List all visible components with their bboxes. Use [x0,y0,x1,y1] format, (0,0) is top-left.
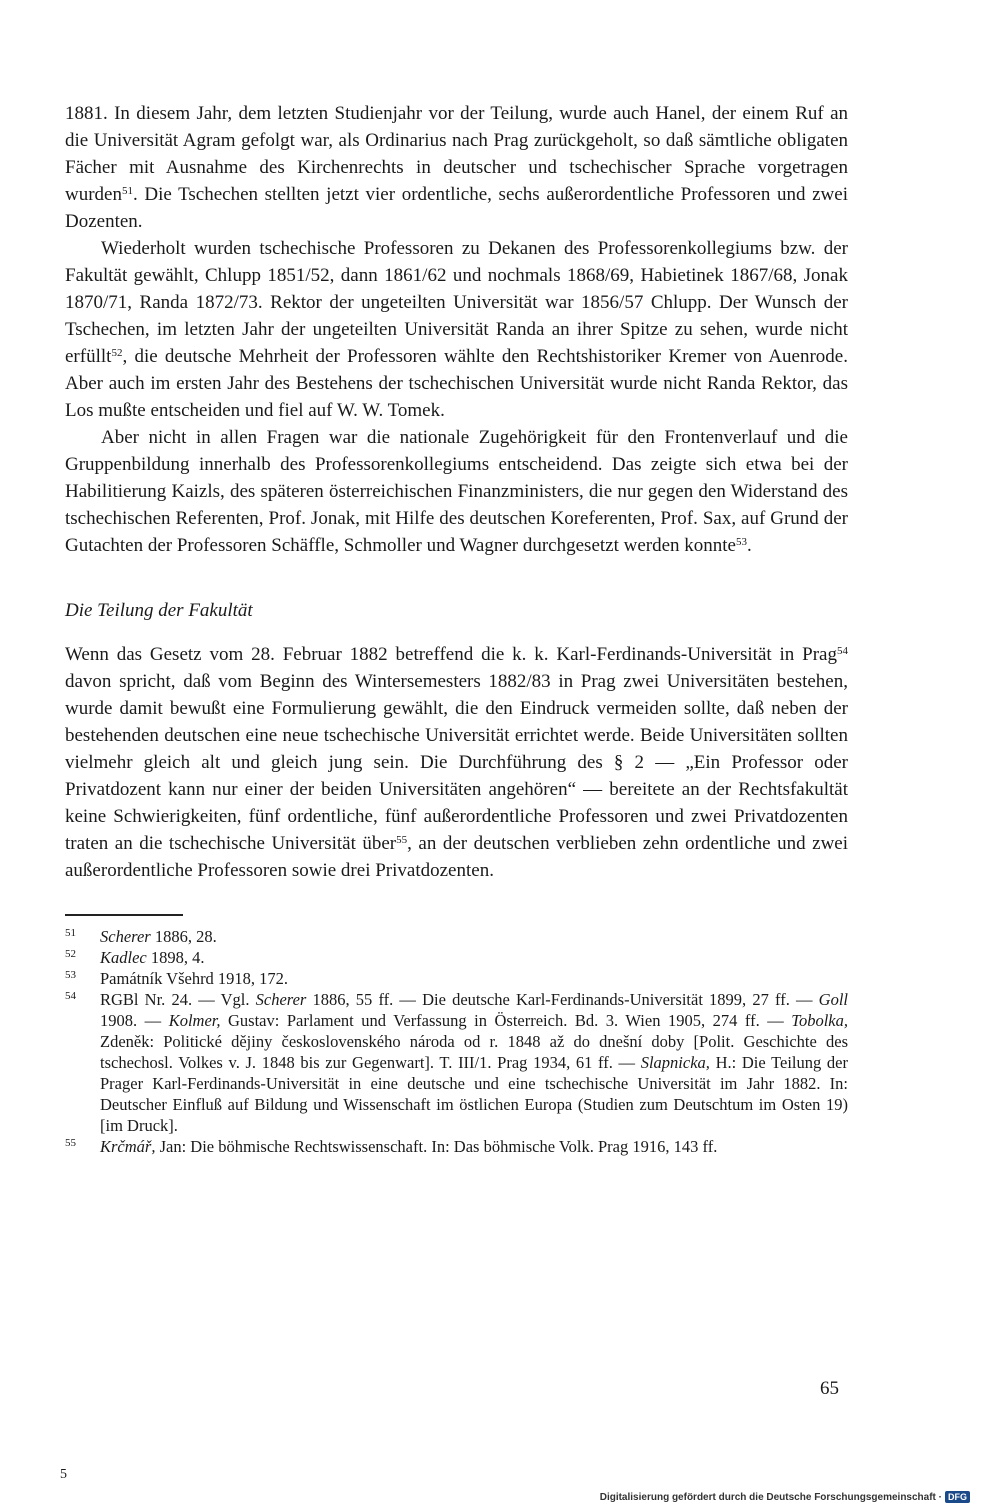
footnote-ref-55[interactable]: 55 [396,834,408,846]
footnote-52 [65,947,848,968]
paragraph-2 [65,235,848,424]
footnote-text: Památník Všehrd 1918, 172. [100,969,289,988]
footnote-ref-53[interactable]: 53 [736,536,747,548]
paragraph-3 [65,424,848,559]
paragraph-text: Wiederholt wurden tschechische Professoren zu Dekanen des Professorenkollegiums bzw. der Fakultät gewählt, Chlupp 1851/52, dann 1861/62 und nochmals 1868/69, Habietinek 1867/68, Jonak 1870/71, Randa 1872/73. Rektor der ungeteilten Universität war 1856/57 Chlupp. Der Wunsch der Tschechen, im letzten Jahr der ungeteilten Universität Randa an ihrer Spitze zu sehen, wurde nicht erfüllt [65,238,848,367]
footnote-text: 1898, 4. [146,948,205,967]
paragraph-text: 1881. In diesem Jahr, dem letzten Studienjahr vor der Teilung, wurde auch Hanel, der einem Ruf an die Universität Agram gefolgt war, als Ordinarius nach Prag zurückgeholt, so daß sämtliche obligaten Fächer mit Ausnahme des Kirchenrechts in deutscher und tschechischer Sprache vorgetragen wurden [65,103,848,205]
paragraph-text: . Die Tschechen stellten jetzt vier ordentliche, sechs außerordentliche Professoren und zwei Dozenten. [65,184,848,232]
page-body [65,100,848,1157]
footnote-text: Jan: Die böhmische Rechtswissenschaft. In: Das böhmische Volk. Prag 1916, 143 ff. [155,1137,718,1156]
footnote-author: Scherer [100,927,151,946]
footer-text: Digitalisierung gefördert durch die Deutsche Forschungsgemeinschaft · [599,1491,942,1503]
page-number: 65 [820,1378,839,1399]
footnote-55 [65,1136,848,1157]
footnote-author: Tobolka, [791,1011,848,1030]
paragraph-text: Wenn das Gesetz vom 28. Februar 1882 betreffend die k. k. Karl-Ferdinands-Universität in Prag [65,644,837,665]
section-heading: Die Teilung der Fakultät [65,600,253,621]
digitization-footer [600,1491,970,1503]
paragraph-1 [65,100,848,235]
footnote-text: 1908. — [100,1011,169,1030]
footnote-ref-52[interactable]: 52 [111,347,123,359]
footnote-author: Krčmář, [100,1137,156,1156]
footnote-ref-51[interactable]: 51 [121,185,133,197]
footnote-number: 55 [65,1137,76,1149]
footnote-number: 52 [65,948,76,960]
footnote-number: 53 [65,969,76,981]
footnote-ref-54[interactable]: 54 [837,645,848,657]
footnote-author: Kolmer, [168,1011,221,1030]
paragraph-4 [65,641,848,884]
footnote-text: H.: Die Teilung der Prager Karl-Ferdinands-Universität in eine deutsche und eine tschechische Universität im Jahr 1882. In: Deutscher Einfluß auf Bildung und Wissenschaft im östlichen Europa (Studien zum Deutschtum im Osten 19) [im Druck]. [100,1053,848,1135]
footnote-text: 1886, 55 ff. — Die deutsche Karl-Ferdinands-Universität 1899, 27 ff. — [306,990,819,1009]
footnote-53 [65,968,848,989]
paragraph-text: davon spricht, daß vom Beginn des Wintersemesters 1882/83 in Prag zwei Universitäten bestehen, wurde damit bewußt eine Formulierung gewählt, die den Eindruck vermeiden sollte, daß neben der bestehenden deutschen eine neue tschechische Universität errichtet werde. Beide Universitäten sollten vielmehr gleich alt und gleich jung sein. Die Durchführung des § 2 — „Ein Professor oder Privatdozent kann nur einer der beiden Universitäten angehören“ — bereitete an der Rechtsfakultät keine Schwierigkeiten, fünf ordentliche, fünf außerordentliche Professoren und zwei Privatdozenten traten an die tschechische Universität über [65,671,848,854]
footnote-text: Gustav: Parlament und Verfassung in Österreich. Bd. 3. Wien 1905, 274 ff. — [220,1011,792,1030]
footnote-51 [65,926,848,947]
footnote-text: 1886, 28. [150,927,217,946]
paragraph-text: , an der deutschen verblieben zehn ordentliche und zwei außerordentliche Professoren sowie drei Privatdozenten. [65,833,849,881]
footnote-number: 51 [65,927,76,939]
footnote-divider [65,914,183,916]
footnote-author: Goll [818,990,848,1009]
paragraph-text: , die deutsche Mehrheit der Professoren wählte den Rechtshistoriker Kremer von Auenrode. Aber auch im ersten Jahr des Bestehens der tschechischen Universität wurde nicht Randa Rektor, das Los mußte entscheiden und fiel auf W. W. Tomek. [65,346,848,421]
footnote-text: Zdeněk: Politické dějiny československého národa od r. 1848 až do dnešní doby [Polit. Geschichte des tschechosl. Volkes v. J. 1848 bis zur Gegenwart]. T. III/1. Prag 1934, 61 ff. — [100,1032,848,1072]
footnote-54 [65,989,848,1136]
printer-signature: 5 [60,1467,67,1482]
dfg-logo-icon: DFG [945,1491,970,1503]
footnote-text: RGBl Nr. 24. — Vgl. [100,990,256,1009]
paragraph-text: . [747,535,752,556]
footnote-author: Kadlec [100,948,147,967]
paragraph-text: Aber nicht in allen Fragen war die nationale Zugehörigkeit für den Frontenverlauf und die Gruppenbildung innerhalb des Professorenkollegiums entscheidend. Das zeigte sich etwa bei der Habilitierung Kaizls, des späteren österreichischen Finanzministers, die nur gegen den Widerstand des tschechischen Referenten, Prof. Jonak, mit Hilfe des deutschen Koreferenten, Prof. Sax, auf Grund der Gutachten der Professoren Schäffle, Schmoller und Wagner durchgesetzt werden konnte [65,427,848,556]
footnote-number: 54 [65,990,76,1002]
footnote-author: Scherer [255,990,307,1009]
footnote-author: Slapnicka, [640,1053,710,1072]
